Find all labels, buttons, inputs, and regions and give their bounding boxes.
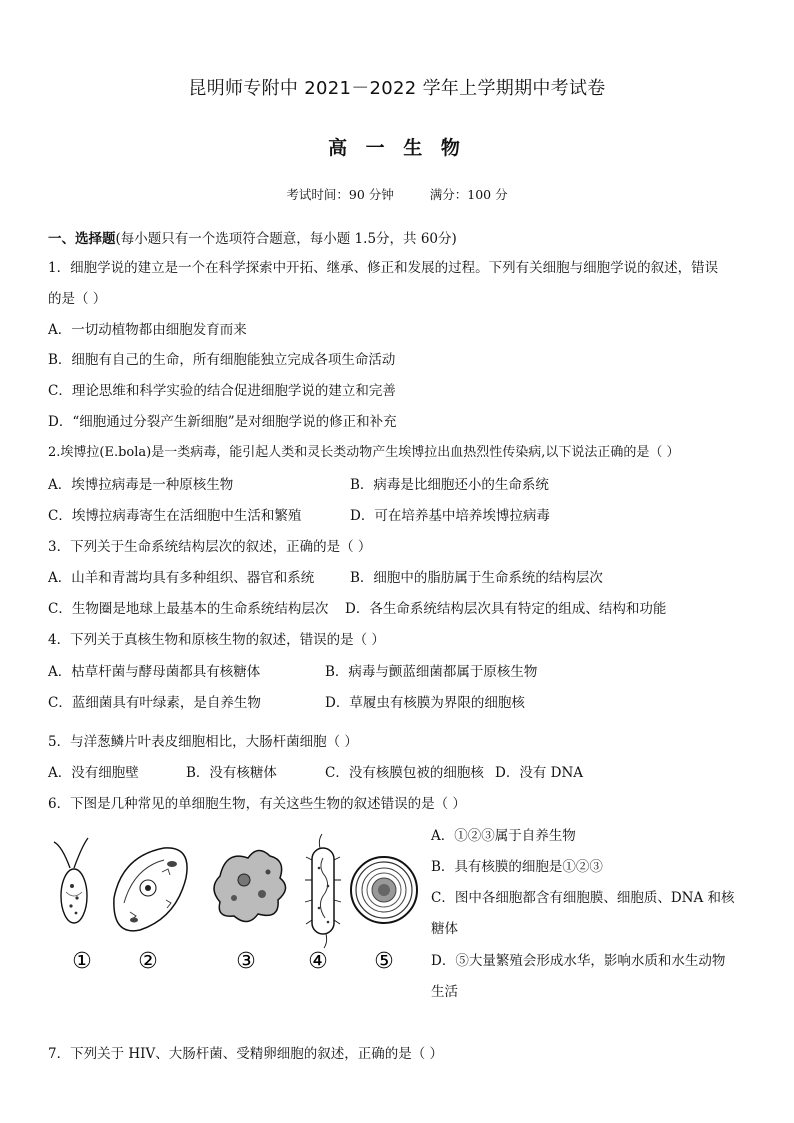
q4-option-c: C．蓝细菌具有叶绿素，是自养生物 (48, 695, 261, 711)
q2-stem: 2.埃博拉(E.bola)是一类病毒，能引起人类和灵长类动物产生埃博拉出血热烈性传染病,以下说法正确的是（ ） (48, 445, 680, 460)
figure-label-2: ② (138, 949, 158, 974)
q3-option-a: A．山羊和青蒿均具有多种组织、器官和系统 (48, 570, 315, 586)
q1-option-a: A．一切动植物都由细胞发育而来 (48, 322, 247, 338)
exam-time: 考试时间：90 分钟 (286, 187, 394, 202)
q2-option-b: B．病毒是比细胞还小的生命系统 (350, 477, 549, 493)
q5-option-a: A．没有细胞壁 (48, 765, 139, 781)
organism-4-bacterium-illustration (305, 834, 341, 948)
figure-label-4: ④ (308, 949, 328, 974)
q3-option-b: B．细胞中的脂肪属于生命系统的结构层次 (350, 570, 603, 586)
q5-option-b: B．没有核糖体 (186, 765, 277, 781)
q6-option-d-line2: 生活 (431, 984, 458, 1000)
exam-score: 满分：100 分 (429, 187, 508, 202)
q1-option-b: B．细胞有自己的生命，所有细胞能独立完成各项生命活动 (48, 352, 396, 368)
exam-info (0, 185, 794, 203)
q7-stem: 7．下列关于 HIV、大肠杆菌、受精卵细胞的叙述，正确的是（ ） (48, 1046, 444, 1062)
q2-option-c: C．埃博拉病毒寄生在活细胞中生活和繁殖 (48, 508, 302, 524)
section-note: (每小题只有一个选项符合题意，每小题 1.5分，共 60分) (115, 231, 457, 247)
q2-option-d: D．可在培养基中培养埃博拉病毒 (350, 508, 550, 524)
single-cell-organisms-figure (44, 828, 424, 978)
section-heading-line (48, 229, 457, 249)
q3-option-c: C．生物圈是地球上最基本的生命系统结构层次 (48, 601, 329, 617)
q2-option-a: A．埃博拉病毒是一种原核生物 (48, 477, 234, 493)
organism-3-amoeba-illustration (214, 850, 286, 921)
q4-option-b: B．病毒与颤蓝细菌都属于原核生物 (325, 664, 538, 680)
q6-option-d-line1: D．⑤大量繁殖会形成水华，影响水质和水生动物 (431, 953, 726, 969)
q6-option-c-line1: C．图中各细胞都含有细胞膜、细胞质、DNA 和核 (431, 890, 735, 906)
q3-stem: 3．下列关于生命系统结构层次的叙述，正确的是（ ） (48, 539, 372, 555)
q4-option-d: D．草履虫有核膜为界限的细胞核 (325, 695, 525, 711)
q4-stem: 4．下列关于真核生物和原核生物的叙述，错误的是（ ） (48, 632, 385, 648)
q6-stem: 6．下图是几种常见的单细胞生物，有关这些生物的叙述错误的是（ ） (48, 796, 466, 812)
q4-option-a: A．枯草杆菌与酵母菌都具有核糖体 (48, 664, 261, 680)
figure-label-1: ① (72, 949, 92, 974)
organism-1-chlamydomonas-illustration (54, 838, 88, 923)
q6-option-a: A．①②③属于自养生物 (431, 828, 576, 844)
q6-option-c-line2: 糖体 (431, 921, 458, 937)
exam-title: 昆明师专附中 2021－2022 学年上学期期中考试卷 (188, 78, 606, 99)
organism-2-euglena-illustration (114, 848, 187, 931)
organism-5-cyanobacterium-illustration (351, 857, 417, 923)
q5-option-d: D．没有 DNA (495, 765, 584, 781)
figure-label-3: ③ (236, 949, 256, 974)
q1-stem-line2: 的是（ ） (48, 291, 107, 307)
q6-option-b: B．具有核膜的细胞是①②③ (431, 859, 603, 875)
q5-option-c: C．没有核膜包被的细胞核 (325, 765, 484, 781)
subject-title: 高 一 生 物 (328, 137, 466, 159)
q1-stem-line1: 1．细胞学说的建立是一个在科学探索中开拓、继承、修正和发展的过程。下列有关细胞与细胞学说的叙述，错误 (48, 260, 719, 276)
q3-option-d: D．各生命系统结构层次具有特定的组成、结构和功能 (345, 601, 667, 617)
section-heading: 一、选择题 (48, 231, 116, 247)
q1-option-c: C．理论思维和科学实验的结合促进细胞学说的建立和完善 (48, 383, 396, 399)
q1-option-d: D．“细胞通过分裂产生新细胞”是对细胞学说的修正和补充 (48, 414, 397, 430)
q5-stem: 5．与洋葱鳞片叶表皮细胞相比，大肠杆菌细胞（ ） (48, 734, 358, 750)
figure-label-5: ⑤ (374, 949, 394, 974)
